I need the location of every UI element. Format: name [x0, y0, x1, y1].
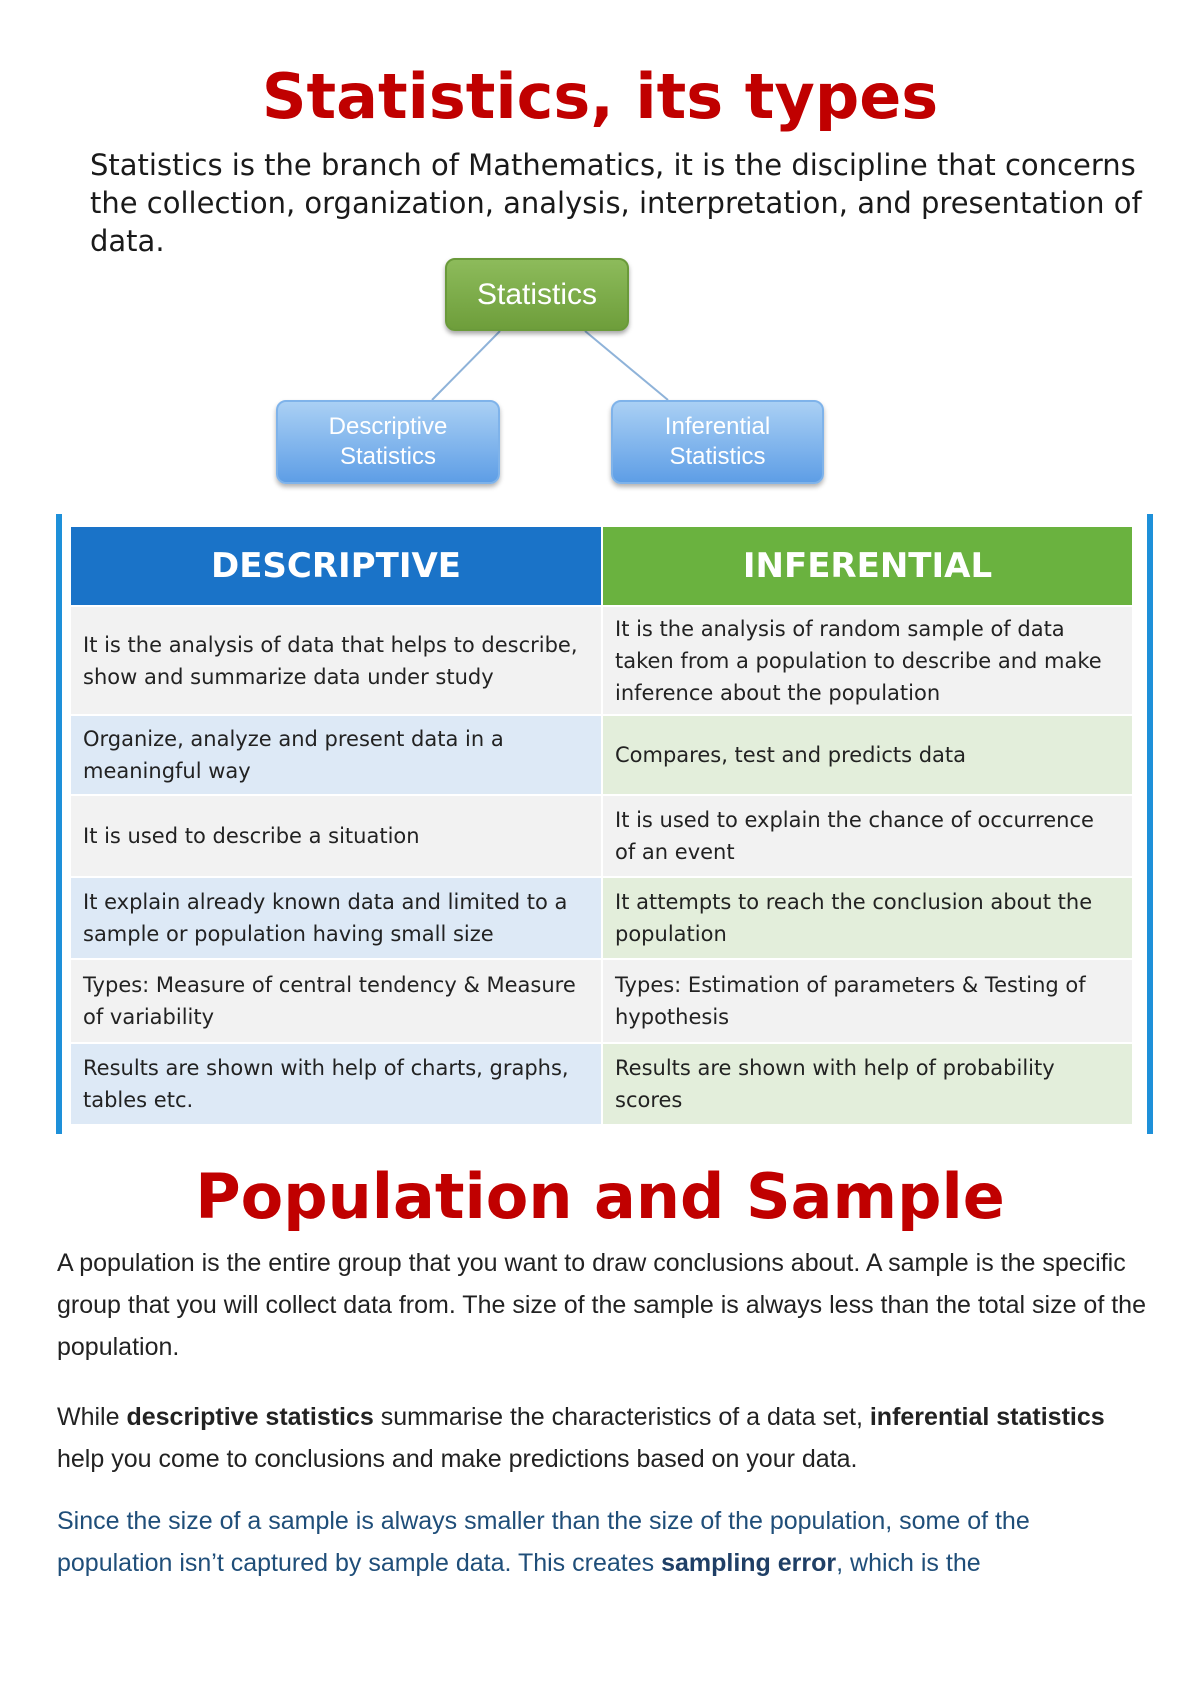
table-left-border [56, 514, 62, 1134]
diagram-node-statistics [445, 258, 629, 331]
paragraph-descriptive-vs-inferential [57, 1396, 1147, 1480]
paragraph-sampling-error [57, 1500, 1147, 1584]
table-cell-descriptive: Organize, analyze and present data in a meaningful way [71, 716, 601, 794]
table-row [71, 714, 1132, 794]
para2-text-3: help you come to conclusions and make predictions based on your data. [57, 1445, 858, 1473]
table-row [71, 605, 1132, 714]
table-cell-inferential: It is the analysis of random sample of data taken from a population to describe and make inference about the population [601, 607, 1132, 714]
table-cell-descriptive: It is the analysis of data that helps to describe, show and summarize data under study [71, 607, 601, 714]
connector-line-right [585, 331, 668, 400]
header-inferential: INFERENTIAL [601, 527, 1132, 605]
diagram-node-inferential [611, 400, 824, 484]
table-cell-descriptive: Results are shown with help of charts, graphs, tables etc. [71, 1044, 601, 1124]
para2-text-2: summarise the characteristics of a data set, [373, 1403, 870, 1431]
diagram-node-statistics-label: Statistics [476, 277, 598, 311]
para3-text-1: Since the size of a sample is always smaller than the size of the population, some of the population isn’t captured by sample data. This creates [57, 1507, 1030, 1577]
diagram-node-inferential-line2: Statistics [669, 443, 766, 470]
table-cell-inferential: Results are shown with help of probability scores [601, 1044, 1132, 1124]
para3-text-2: , which is the [836, 1549, 981, 1577]
table-cell-inferential: Types: Estimation of parameters & Testing of hypothesis [601, 960, 1132, 1042]
table-row [71, 958, 1132, 1042]
table-row [71, 1042, 1132, 1124]
table-header-row [71, 527, 1132, 605]
section-title-population-sample: Population and Sample [195, 1160, 1005, 1233]
table-cell-inferential: It is used to explain the chance of occurrence of an event [601, 796, 1132, 876]
table-cell-descriptive: It explain already known data and limited to a sample or population having small size [71, 878, 601, 958]
para2-bold-descriptive: descriptive statistics [126, 1403, 374, 1431]
table-row [71, 876, 1132, 958]
para3-bold-sampling-error: sampling error [661, 1549, 837, 1577]
diagram-node-descriptive [276, 400, 500, 484]
diagram-node-descriptive-line1: Descriptive [328, 413, 448, 440]
intro-paragraph: Statistics is the branch of Mathematics, it is the discipline that concerns the collection, organization, analysis, interpretation, and presentation of data. [90, 148, 1142, 258]
table-cell-descriptive: Types: Measure of central tendency & Measure of variability [71, 960, 601, 1042]
header-descriptive: DESCRIPTIVE [71, 527, 601, 605]
table-cell-inferential: Compares, test and predicts data [601, 716, 1132, 794]
para2-text-1: While [57, 1403, 127, 1431]
table-cell-inferential: It attempts to reach the conclusion about the population [601, 878, 1132, 958]
comparison-table [71, 527, 1132, 1124]
table-cell-descriptive: It is used to describe a situation [71, 796, 601, 876]
diagram-node-inferential-line1: Inferential [664, 413, 771, 440]
page-title: Statistics, its types [261, 60, 939, 133]
table-right-border [1147, 514, 1153, 1134]
diagram-node-descriptive-line2: Statistics [339, 443, 436, 470]
para2-bold-inferential: inferential statistics [869, 1403, 1105, 1431]
paragraph-population-definition: A population is the entire group that you want to draw conclusions about. A sample is the specific group that you will collect data from. The size of the sample is always less than the total size of the population. [57, 1249, 1146, 1361]
table-row [71, 794, 1132, 876]
connector-line-left [432, 331, 500, 400]
